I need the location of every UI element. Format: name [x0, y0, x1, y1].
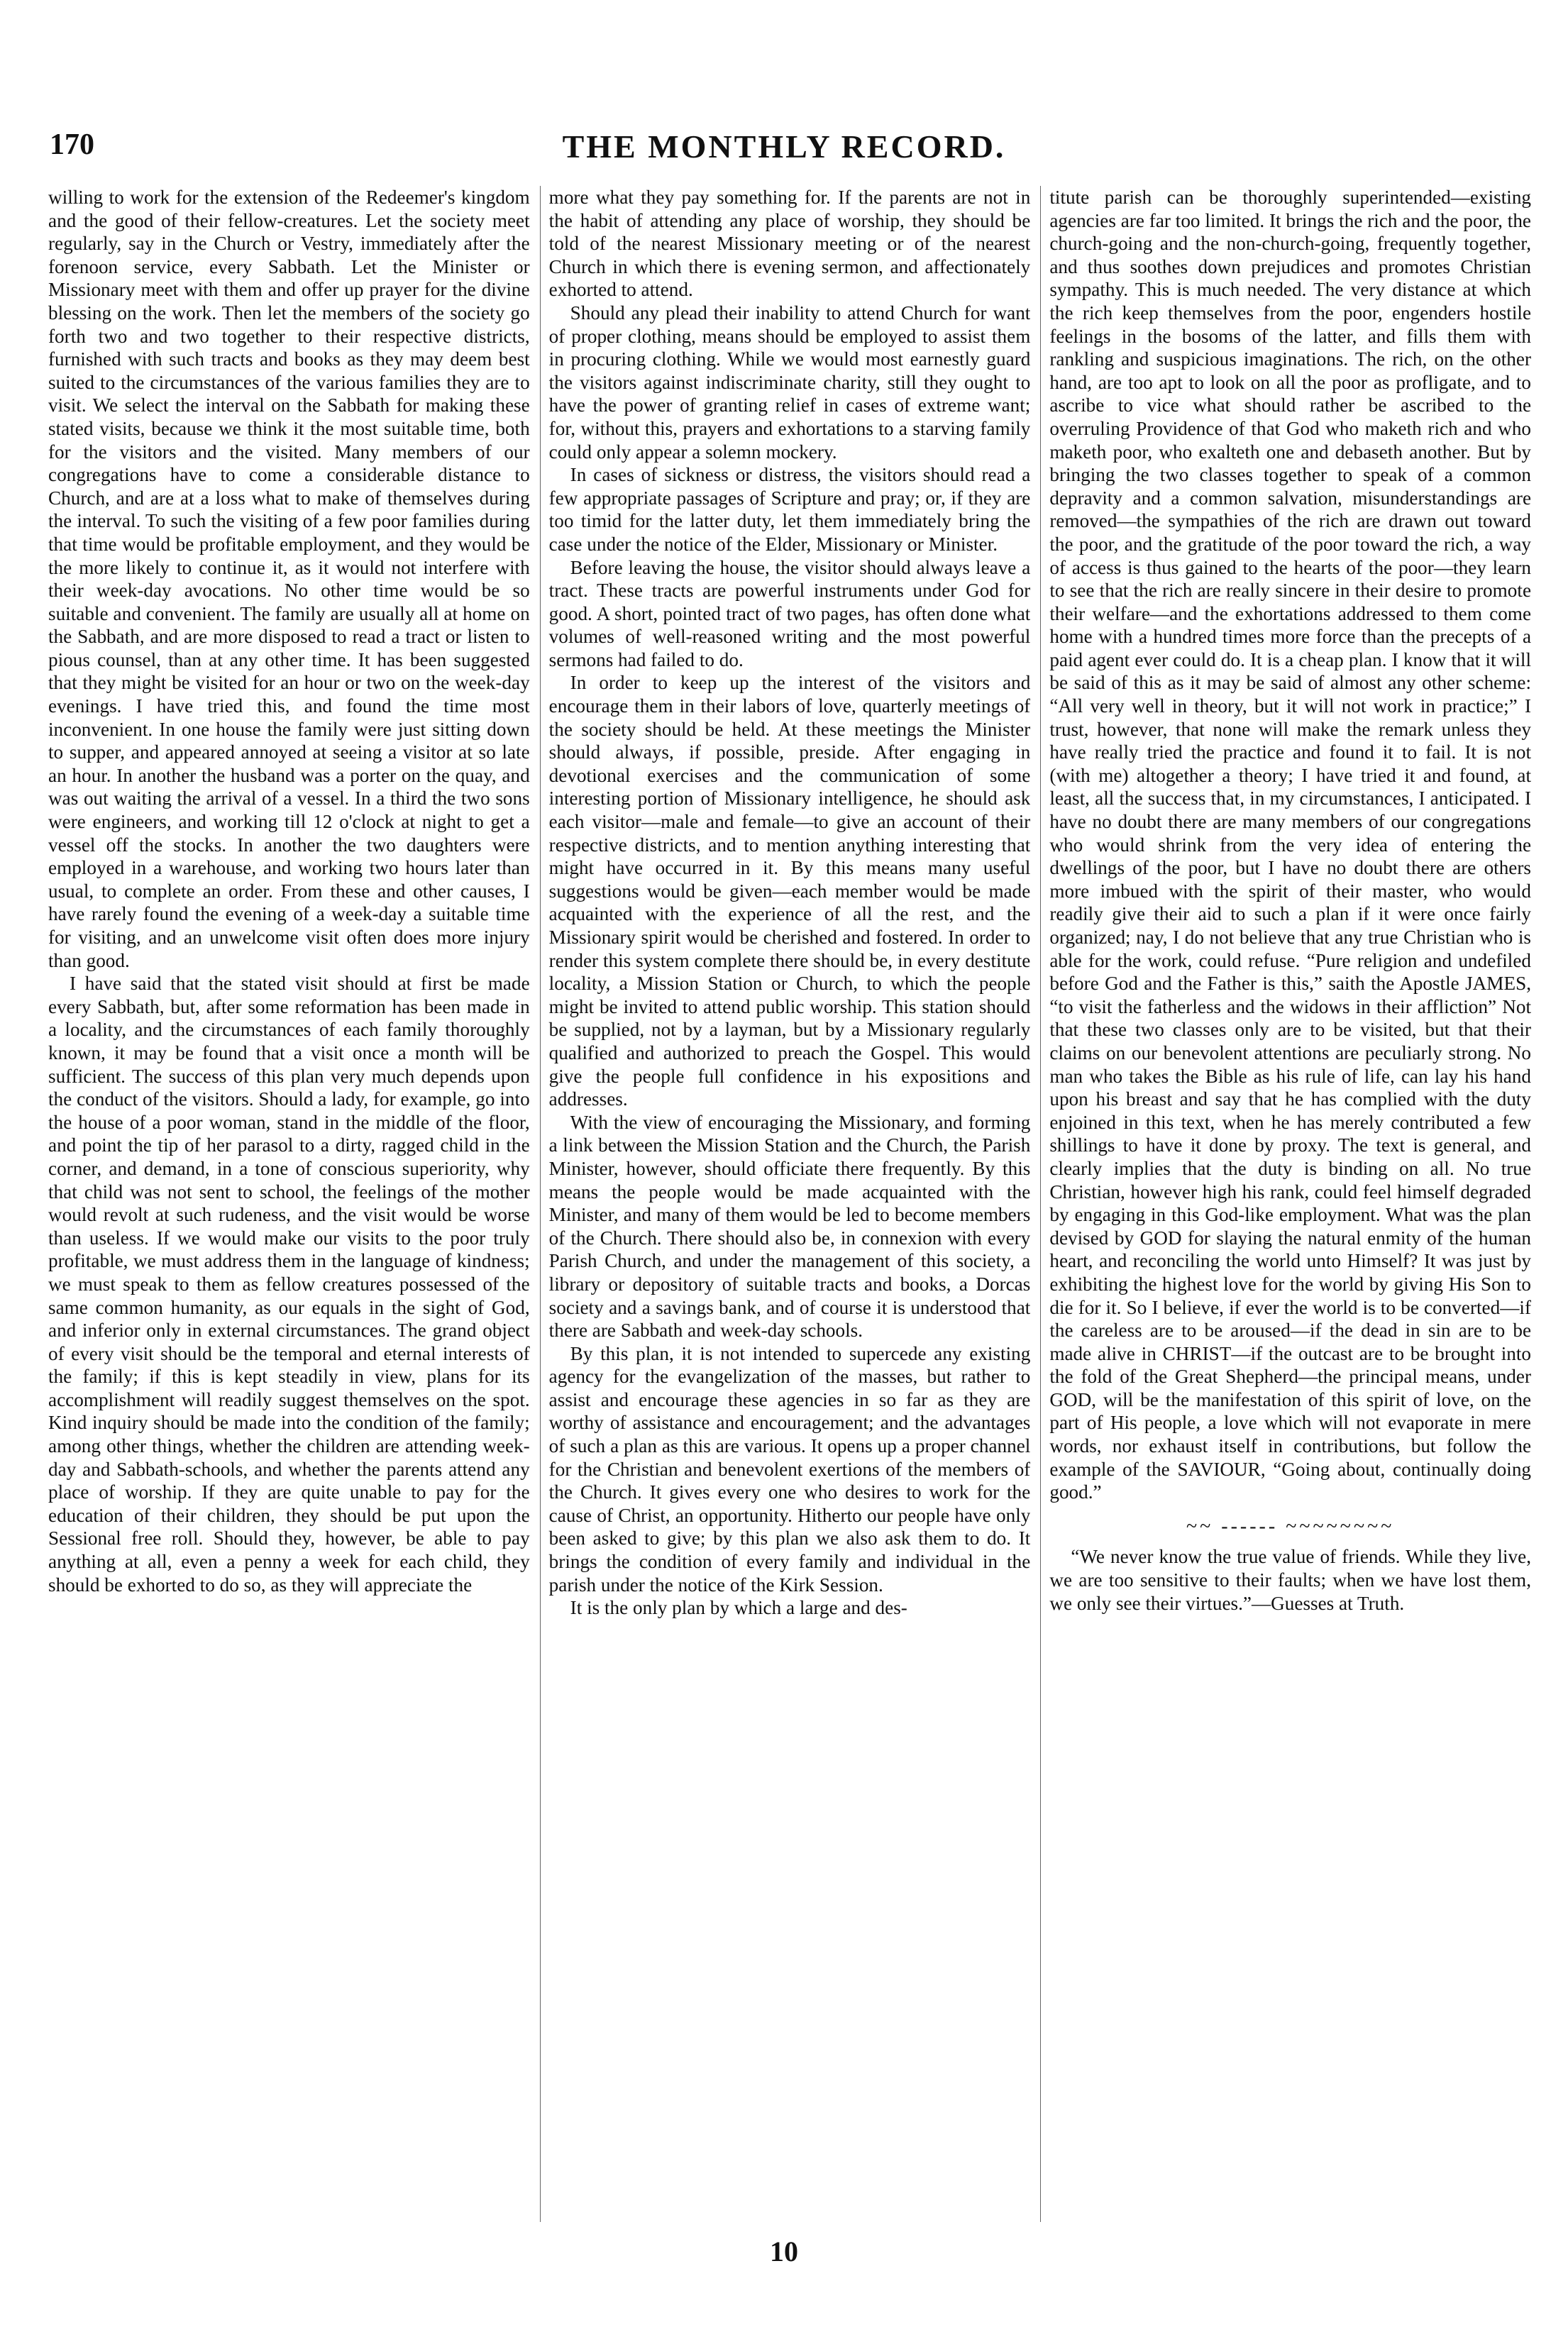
paragraph: more what they pay something for. If the parents are not in the habit of attending any place of worship, they should be told of the nearest Missionary meeting or of the nearest Church in which there is evening sermon, and affectionately exhorted to attend.	[548, 187, 1031, 301]
text-columns	[48, 186, 1531, 2222]
page-number: 170	[50, 128, 94, 161]
page-header	[43, 128, 1525, 170]
paragraph: In cases of sickness or distress, the visitors should read a few appropriate passages of Scripture and pray; or, if they are too timid for the latter duty, let them immediately bring the case under the notice of the Elder, Missionary or Minister.	[548, 464, 1031, 555]
running-title: THE MONTHLY RECORD.	[562, 128, 1006, 165]
paragraph: With the view of encouraging the Missionary, and forming a link between the Mission Station and the Church, the Parish Minister, however, should officiate there frequently. By this means the people would be made acquainted with the Minister, and many of them would be led to become members of the Church. There should also be, in connexion with every Parish Church, and under the management of this society, a library or depository of suitable tracts and books, a Dorcas society and a savings bank, and of course it is understood that there are Sabbath and week-day schools.	[548, 1111, 1031, 1342]
signature-mark: 10	[770, 2235, 798, 2267]
paragraph: By this plan, it is not intended to supercede any existing agency for the evangelization of the masses, but rather to assist and encourage these agencies in so far as they are worthy of assistance and encouragement; and the advantages of such a plan as this are various. It opens up a proper channel for the Christian and benevolent exertions of the members of the Church. It gives every one who desires to work for the cause of Christ, an opportunity. Hitherto our people have only been asked to give; by this plan we also ask them to do. It brings the condition of every family and individual in the parish under the notice of the Kirk Session.	[548, 1342, 1031, 1596]
column-3	[1040, 186, 1531, 2222]
paragraph: In order to keep up the interest of the visitors and encourage them in their labors of love, quarterly meetings of the society should be held. At these meetings the Minister should always, if possible, preside. After engaging in devotional exercises and the communication of some interesting portion of Missionary intelligence, he should ask each visitor—male and female—to give an account of their respective districts, and to mention anything interesting that might have occurred in it. By this means many useful suggestions would be given—each member would be made acquainted with the experience of all the rest, and the Missionary spirit would be cherished and fostered. In order to render this system complete there should be, in every destitute locality, a Mission Station or Church, to which the people might be invited to attend public worship. This station should be supplied, not by a layman, but by a Missionary regularly qualified and authorized to preach the Gospel. This would give the people full confidence in his expositions and addresses.	[548, 672, 1031, 1110]
paragraph: “We never know the true value of friends. While they live, we are too sensitive to their faults; when we have lost them, we only see their virtues.”—Guesses at Truth.	[1049, 1546, 1532, 1614]
paragraph: willing to work for the extension of the Redeemer's kingdom and the good of their fellow-creatures. Let the society meet regularly, say in the Church or Vestry, immediately after the forenoon service, every Sabbath. Let the Minister or Missionary meet with them and offer up prayer for the divine blessing on the work. Then let the members of the society go forth two and two together to their respective districts, furnished with such tracts and books as they may deem best suited to the circumstances of the various families they are to visit. We select the interval on the Sabbath for making these stated visits, because we think it the most suitable time, both for the visitors and the visited. Many members of our congregations have to come a considerable distance to Church, and are at a loss what to make of themselves during the interval. To such the visiting of a few poor families during that time would be profitable employment, and they would be the more likely to continue it, as it would not interfere with their week-day avocations. No other time would be so suitable and convenient. The family are usually all at home on the Sabbath, and are more disposed to read a tract or listen to pious counsel, than at any other time. It has been suggested that they might be visited for an hour or two on the week-day evenings. I have tried this, and found the time most inconvenient. In one house the family were just sitting down to supper, and appeared annoyed at seeing a visitor at so late an hour. In another the husband was a porter on the quay, and was out waiting the arrival of a vessel. In a third the two sons were engineers, and working till 12 o'clock at night to get a vessel off the stocks. In another the two daughters were employed in a warehouse, and working two hours later than usual, to complete an order. From these and other causes, I have rarely found the evening of a week-day a suitable time for visiting, and an unwelcome visit often does more injury than good.	[48, 187, 530, 971]
paragraph: Before leaving the house, the visitor should always leave a tract. These tracts are powerful instruments under God for good. A short, pointed tract of two pages, has often done what volumes of well-reasoned writing and the most powerful sermons had failed to do.	[548, 556, 1031, 670]
paragraph: I have said that the stated visit should at first be made every Sabbath, but, after some reformation has been made in a locality, and the circumstances of each family thoroughly known, it may be found that a visit once a month will be sufficient. The success of this plan very much depends upon the conduct of the visitors. Should a lady, for example, go into the house of a poor woman, stand in the middle of the floor, and point the tip of her parasol to a dirty, ragged child in the corner, and demand, in a tone of conscious superiority, why that child was not sent to school, the feelings of the mother would revolt at such rudeness, and the visit would be worse than useless. If we would make our visits to the poor truly profitable, we must address them in the language of kindness; we must speak to them as fellow creatures possessed of the same common humanity, as our equals in the sight of God, and inferior only in external circumstances. The grand object of every visit should be the temporal and eternal interests of the family; if this is kept steadily in view, plans for its accomplishment will readily suggest themselves on the spot. Kind inquiry should be made into the condition of the family; among other things, whether the children are attending week-day and Sabbath-schools, and whether the parents attend any place of worship. If they are quite unable to pay for the education of their children, they should be put upon the Sessional free roll. Should they, however, be able to pay anything at all, even a penny a week for each child, they should be exhorted to do so, as they will appreciate the	[48, 973, 530, 1596]
paragraph: Should any plead their inability to attend Church for want of proper clothing, means should be employed to assist them in procuring clothing. While we would most earnestly guard the visitors against indiscriminate charity, still they ought to have the power of granting relief in cases of extreme want; for, without this, prayers and exhortations to a starving family could only appear a solemn mockery.	[548, 302, 1031, 463]
column-2	[540, 186, 1031, 2222]
column-1	[48, 186, 530, 2222]
section-ornament: ~~ ------ ~~~~~~~~	[1186, 1515, 1395, 1537]
paragraph: It is the only plan by which a large and des-	[570, 1597, 907, 1619]
paragraph: titute parish can be thoroughly superintended—existing agencies are far too limited. It brings the rich and the poor, the church-going and the non-church-going, frequently together, and thus soothes down prejudices and promotes Christian sympathy. This is much needed. The very distance at which the rich keep themselves from the poor, engenders hostile feelings in the bosoms of the latter, and fills them with rankling and suspicious imaginations. The rich, on the other hand, are too apt to look on all the poor as profligate, and to ascribe to vice what should rather be ascribed to the overruling Providence of that God who maketh rich and who maketh poor, who exalteth one and debaseth another. But by bringing the two classes together to speak of a common depravity and a common salvation, misunderstandings are removed—the sympathies of the rich are drawn out toward the poor, and the gratitude of the poor toward the rich, a way of access is thus gained to the hearts of the poor—they learn to see that the rich are really sincere in their desire to promote their welfare—and the exhortations addressed to them come home with a hundred times more force than the precepts of a paid agent ever could do. It is a cheap plan. I know that it will be said of this as it may be said of almost any other scheme: “All very well in theory, but it will not work in practice;” I trust, however, that none will make the remark unless they have really tried the practice and found it to fail. It is not (with me) altogether a theory; I have tried it and found, at least, all the success that, in my circumstances, I anticipated. I have no doubt there are many members of our congregations who would shrink from the very idea of entering the dwellings of the poor, but I have no doubt there are others more imbued with the spirit of their master, who would readily give their aid to such a plan if it were once fairly organized; nay, I do not believe that any true Christian who is able for the work, could refuse. “Pure religion and undefiled before God and the Father is this,” saith the Apostle JAMES, “to visit the fatherless and the widows in their affliction” Not that these two classes only are to be visited, but that their claims on our benevolent attentions are peculiarly strong. No man who takes the Bible as his rule of life, can lay his hand upon his breast and say that he has complied with the duty enjoined in this text, when he has merely contributed a few shillings to have it done by proxy. The text is general, and clearly implies that the duty is binding on all. No true Christian, however high his rank, could feel himself degraded by engaging in this God-like employment. What was the plan devised by GOD for slaying the natural enmity of the human heart, and reconciling the world unto Himself? It was just by exhibiting the highest love for the world by giving His Son to die for it. So I believe, if ever the world is to be converted—if the careless are to be aroused—if the dead in sin are to be made alive in CHRIST—if the outcast are to be brought into the fold of the Great Shepherd—the principal means, under GOD, will be the manifestation of this spirit of love, on the part of His people, a love which will not evaporate in mere words, nor exhaust itself in contributions, but follow the example of the SAVIOUR, “Going about, continually doing good.”	[1049, 187, 1532, 1503]
